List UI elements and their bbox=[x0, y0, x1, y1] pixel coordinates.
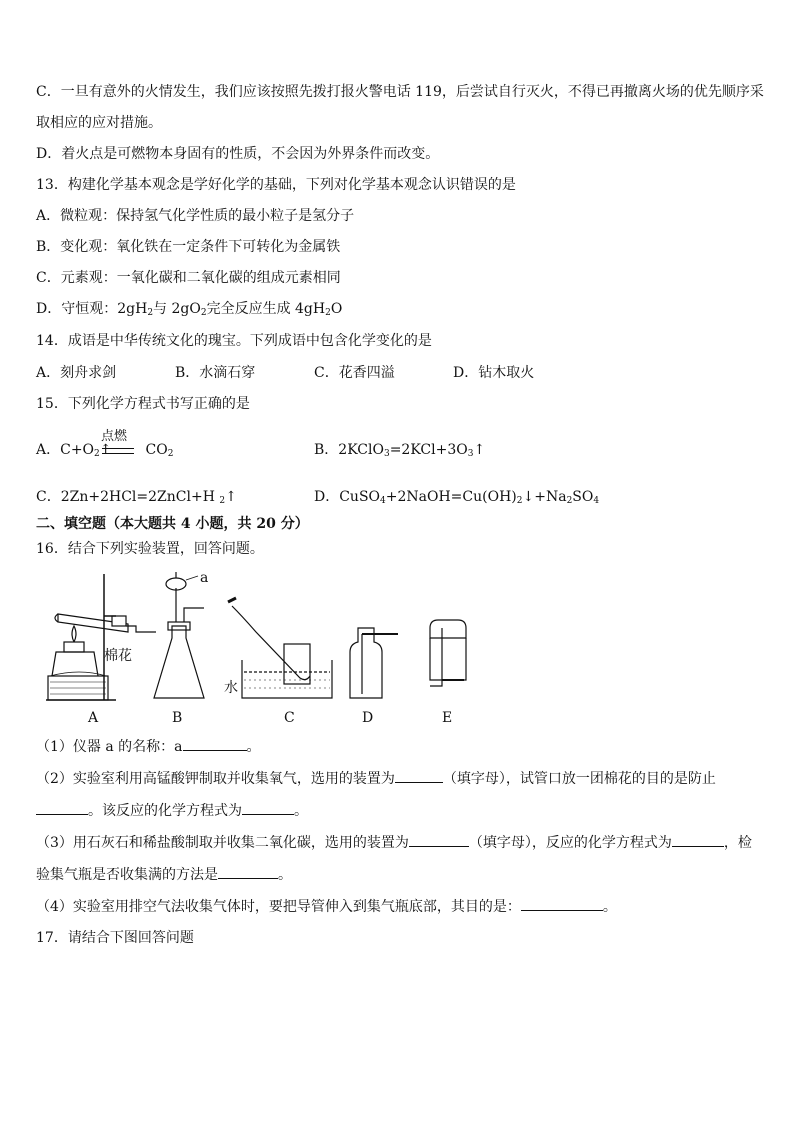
q13-option-d: D．守恒观：$2gH_2$与 $2gO_2$完全反应生成 $4gH_2O$ bbox=[36, 301, 343, 318]
q15-option-d: D．$CuSO_4+2NaOH=Cu(OH)_2↓+Na_2SO_4$ bbox=[314, 489, 600, 506]
q15-stem: 15．下列化学方程式书写正确的是 bbox=[36, 396, 250, 412]
label-e: E bbox=[442, 710, 453, 726]
q13-option-a: A．微粒观：保持氢气化学性质的最小粒子是氢分子 bbox=[36, 208, 355, 224]
q16-part3-line2: 验集气瓶是否收集满的方法是 。 bbox=[36, 867, 292, 883]
q13-option-b: B．变化观：氧化铁在一定条件下可转化为金属铁 bbox=[36, 239, 341, 255]
apparatus-figure bbox=[36, 568, 496, 728]
q16-part2-line2: 。该反应的化学方程式为 。 bbox=[36, 802, 308, 820]
label-b: B bbox=[172, 710, 183, 726]
gas-jar bbox=[284, 644, 310, 684]
gas-bottle-d bbox=[350, 628, 382, 698]
q17-stem: 17．请结合下图回答问题 bbox=[36, 930, 194, 946]
q16-part2-line1: （2）实验室利用高锰酸钾制取并收集氧气，选用的装置为 （填字母），试管口放一团棉花的目的是防止 bbox=[36, 771, 716, 787]
q15-option-c: C．2Zn+2HCl=2ZnCl+H $_2$↑ bbox=[36, 489, 237, 506]
q14-option-d: D．钻木取火 bbox=[453, 365, 535, 381]
answer-blank[interactable] bbox=[409, 834, 469, 847]
q16-part3-line1: （3）用石灰石和稀盐酸制取并收集二氧化碳，选用的装置为 （填字母），反应的化学方程式为 ，检 bbox=[36, 835, 752, 851]
answer-blank[interactable] bbox=[183, 738, 247, 751]
q14-option-b: B．水滴石穿 bbox=[175, 365, 256, 381]
q14-stem: 14．成语是中华传统文化的瑰宝。下列成语中包含化学变化的是 bbox=[36, 333, 432, 349]
answer-blank[interactable] bbox=[521, 898, 603, 911]
label-c: C bbox=[284, 710, 295, 726]
cotton-label: 棉花 bbox=[104, 648, 132, 664]
water-label: 水 bbox=[224, 680, 238, 696]
apparatus-b bbox=[154, 572, 204, 698]
answer-blank[interactable] bbox=[36, 802, 88, 815]
apparatus-c bbox=[228, 598, 332, 698]
water-trough bbox=[242, 660, 332, 698]
label-d: D bbox=[362, 710, 374, 726]
q12-option-d: D．着火点是可燃物本身固有的性质，不会因为外界条件而改变。 bbox=[36, 146, 440, 162]
q16-part1: （1）仪器 a 的名称：a 。 bbox=[36, 739, 261, 755]
q13-stem: 13．构建化学基本观念是学好化学的基础，下列对化学基本观念认识错误的是 bbox=[36, 177, 516, 193]
q15-option-b: B．$2KClO_3=2KCl+3O_3↑$ bbox=[314, 442, 486, 459]
gas-bottle-e bbox=[430, 638, 466, 680]
q16-part4: （4）实验室用排空气法收集气体时，要把导管伸入到集气瓶底部，其目的是： 。 bbox=[36, 899, 617, 915]
q12-option-c-line1: C．一旦有意外的火情发生，我们应该按照先拨打报火警电话 119，后尝试自行灭火，不得已再撤离火场的优先顺序采 bbox=[36, 84, 764, 100]
apparatus-e bbox=[430, 620, 466, 686]
label-a: A bbox=[88, 710, 99, 726]
answer-blank[interactable] bbox=[242, 802, 294, 815]
instrument-a-mark: a bbox=[200, 570, 209, 586]
apparatus-a bbox=[46, 574, 156, 700]
q13-option-c: C．元素观：一氧化碳和二氧化碳的组成元素相同 bbox=[36, 270, 341, 286]
answer-blank[interactable] bbox=[672, 834, 724, 847]
section-heading: 二、填空题（本大题共 4 小题，共 20 分） bbox=[36, 516, 309, 532]
q12-option-c-line2: 取相应的应对措施。 bbox=[36, 115, 162, 131]
conical-flask bbox=[154, 626, 204, 698]
q15-option-a: A．$C+O_2↑$ $CO_2$ bbox=[36, 442, 174, 459]
answer-blank[interactable] bbox=[395, 770, 443, 783]
q14-option-c: C．花香四溢 bbox=[314, 365, 395, 381]
q15-a-condition: 点燃 bbox=[101, 429, 128, 444]
apparatus-d bbox=[350, 628, 398, 698]
q14-option-a: A．刻舟求剑 bbox=[36, 365, 117, 381]
q16-stem: 16．结合下列实验装置，回答问题。 bbox=[36, 541, 264, 557]
answer-blank[interactable] bbox=[218, 866, 278, 879]
q15-a-equals-sign bbox=[102, 448, 134, 454]
